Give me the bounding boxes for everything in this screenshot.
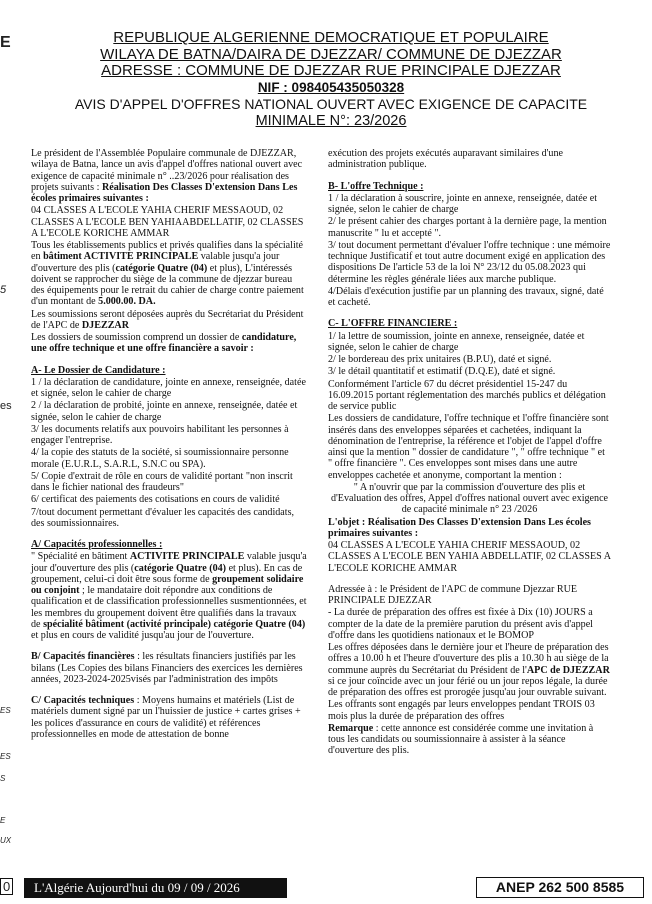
deposit-paragraph: Les soumissions seront déposées auprès du Secrétariat du Président de l'APC de DJEZZAR <box>31 308 304 331</box>
financial-offer-item: Conformément l'article 67 du décret présidentiel 15-247 du 16.09.2015 portant réglementation des marchés publics et délégation de service public <box>328 378 606 412</box>
object-classes: 04 CLASSES A L'ECOLE YAHIA CHERIF MESSAOUD, 02 CLASSES A L'ECOLE BEN YAHIA ABDELLATIF, 02 CLASSES A L'ECOLE KORICHE AMMAR <box>328 540 611 574</box>
margin-fragment: 0 <box>0 878 13 895</box>
anep-reference: ANEP 262 500 8585 <box>476 877 644 898</box>
address-line: ADRESSE : COMMUNE DE DJEZZAR RUE PRINCIPALE DJEZZAR <box>101 62 561 79</box>
professional-capacity-title: A/ Capacités professionnelles : <box>31 539 163 550</box>
margin-fragment: S <box>0 774 6 783</box>
section-a-item: 7/tout document permettant d'évaluer les capacités des candidats, des soumissionnaires. <box>31 506 295 529</box>
addressed-to: Adressée à : le Président de l'APC de commune Djezzar RUE PRINCIPALE DJEZZAR <box>328 583 578 606</box>
notice-title-line1: AVIS D'APPEL D'OFFRES NATIONAL OUVERT AVEC EXIGENCE DE CAPACITE <box>74 96 588 112</box>
technical-offer-item: 3/ tout document permettant d'évaluer l'offre technique : une mémoire technique Justificatif et tout autre document exigé en application des dispositions De l'article 53 de la loi N° 23/12 du 05.08.2023 qui détermine les règles générale liées aux marche publique. <box>328 239 611 285</box>
left-margin-fragments <box>0 0 16 904</box>
margin-fragment: E <box>0 816 6 825</box>
technical-offer-item: 1 / la déclaration à souscrire, jointe en annexe, renseignée, datée et signée, selon le cahier de charge <box>328 192 598 215</box>
section-a-item: 3/ les documents relatifs aux pouvoirs habilitant les personnes à engager l'entreprise. <box>31 423 289 446</box>
financial-offer-item: 2/ le bordereau des prix unitaires (B.P.U), daté et signé. <box>328 354 552 365</box>
envelope-instructions: Les dossiers de candidature, l'offre technique et l'offre financière sont insérés dans des enveloppes séparées et cachetées, indiquant la dénomination de l'entreprise, la référence et l'objet de l'appel d'offre ainsi que la mention " dossier de candidature ", " offre technique " et " offre financière ". Ces enveloppes sont mises dans une autre enveloppes cachetée et anonyme, comportant la mention : <box>328 413 609 481</box>
section-a-item: 1 / la déclaration de candidature, jointe en annexe, renseignée, datée et signée, selon le cahier de charge <box>31 376 306 399</box>
section-a-title: A- Le Dossier de Candidature : <box>31 364 166 376</box>
intro-paragraph: Le président de l'Assemblée Populaire communale de DJEZZAR, wilaya de Batna, lance un avis d'appel d'offres national ouvert avec exigence de capacité minimale n° ..23/2026 pour réalisation des projets suivants : Réalisation Des Classes D'extension Dans Les écoles primaires suivantes : <box>31 148 303 204</box>
nif-line: NIF : 098405435050328 <box>257 79 405 95</box>
technical-offer-title: B- L'offre Technique : <box>328 180 424 192</box>
margin-fragment: 5 <box>0 284 7 296</box>
section-a-item: 2 / la déclaration de probité, jointe en annexe, renseignée, datée et signée, selon le cahier de charge <box>31 400 298 423</box>
publication-date-banner: L'Algérie Aujourd'hui du 09 / 09 / 2026 <box>24 878 287 898</box>
object-title: L'objet : Réalisation Des Classes D'extension Dans Les écoles primaires suivantes : <box>328 516 591 539</box>
margin-fragment: ES <box>0 752 11 761</box>
financial-offer-title: C- L'OFFRE FINANCIERE : <box>328 318 458 330</box>
commitment-period: Les offrants sont engagés par leurs enveloppes pendant TROIS 03 mois plus la durée de préparation des offres <box>328 699 595 722</box>
preparation-duration: - La durée de préparation des offres est fixée à Dix (10) JOURS a compter de la date de la première parution du présent avis d'appel d'offre dans les quotidiens nationaux et le BOMOP <box>328 607 593 641</box>
financial-capacity: B/ Capacités financières : les résultats financiers justifiés par les bilans (Les Copies des bilans Financiers des exercices les dernières années, 2023-2024-2025visés par l'administration des impôts <box>31 651 303 685</box>
eligibility-paragraph: Tous les établissements publics et privés qualifies dans la spécialité en bâtiment ACTIVITE PRINCIPALE valable jusqu'a jour d'ouverture des plis (catégorie Quatre (04) et plus), L'intéressés doivent se rapprocher du siège de la commune de djezzar bureau des équipements pour le retrait du cahier de charge contre paiement d'un montant de 5.000.00. DA. <box>31 240 304 308</box>
dossier-paragraph: Les dossiers de soumission comprend un dossier de candidature, une offre technique et une offre financière a savoir : <box>31 332 297 355</box>
republic-line: REPUBLIQUE ALGERIENNE DEMOCRATIQUE ET POPULAIRE <box>113 29 549 46</box>
wilaya-line: WILAYA DE BATNA/DAIRA DE DJEZZAR/ COMMUNE DE DJEZZAR <box>100 45 562 63</box>
technical-offer-item: 4/Délais d'exécution justifie par un planning des travaux, signé, daté et cacheté. <box>328 285 604 308</box>
professional-capacity-text: " Spécialité en bâtiment ACTIVITE PRINCIPALE valable jusqu'a jour d'ouverture des plis (catégorie Quatre (04) et plus). En cas de groupement, celui-ci doit être sous forme de groupement solidaire ou conjoint ; le mandataire doit répondre aux conditions de qualification et de classification professionnelles susmentionnées, et les membres du groupement doivent être qualifiés dans la travaux de spécialité bâtiment (activité principale) catégorie Quatre (04) et plus en cours de validité jusqu'au jour de l'ouverture. <box>31 551 307 641</box>
notice-title-line2: MINIMALE N°: 23/2026 <box>255 112 407 129</box>
margin-fragment: E <box>0 34 11 51</box>
envelope-mention: " A n'ouvrir que par la commission d'ouverture des plis et d'Evaluation des offres, Appel d'offres national ouvert avec exigence de capacité minimale n° 23 /2026 <box>330 481 609 516</box>
right-column <box>328 148 611 758</box>
section-a-item: 5/ Copie d'extrait de rôle en cours de validité portant "non inscrit dans le fichier national des fraudeurs" <box>31 470 293 493</box>
notice-header <box>18 30 644 129</box>
classes-list: 04 CLASSES A L'ECOLE YAHIA CHERIF MESSAOUD, 02 CLASSES A L'ECOLE BEN YAHIAABDELLATIF, 02 CLASSES A L'ECOLE KORICHE AMMAR <box>31 205 304 239</box>
section-a-item: 6/ certificat des paiements des cotisations en cours de validité <box>31 494 280 506</box>
technical-offer-item: 2/ le présent cahier des charges portant à la dernière page, la mention manuscrite " lu et accepté ". <box>328 216 607 239</box>
continuation-text: exécution des projets exécutés auparavant similaires d'une administration publique. <box>328 148 564 171</box>
left-column <box>31 148 307 741</box>
margin-fragment: es <box>0 400 12 412</box>
technical-capacity: C/ Capacités techniques : Moyens humains et matériels (List de matériels dument signé par un l'huissier de justice + cartes grises + les polices d'assurance en cours de validité) et références professionnelles en mode de attestation de bonne <box>31 695 301 740</box>
financial-offer-item: 3/ le détail quantitatif et estimatif (D.Q.E), daté et signé. <box>328 366 556 378</box>
deposit-time: Les offres déposées dans le dernière jour et l'heure de préparation des offres a 10.00 h et l'heure d'ouverture des plis a 10.30 h au siège de la commune auprès du Secrétariat du Président de l'APC de DJEZZAR si ce jour coïncide avec un jour férié ou un jour repos légale, la durée de préparation des offres est prorogée jusqu'au jour ouvrable suivant. <box>328 642 610 698</box>
remark: Remarque : cette annonce est considérée comme une invitation à tous les candidats ou soumissionnaire à assister à la séance d'ouverture des plis. <box>328 722 594 757</box>
section-a-item: 4/ la copie des statuts de la société, si soumissionnaire personne morale (E.U.R.L, S.A.R.L, S.N.C ou SPA). <box>31 447 289 470</box>
margin-fragment: ES <box>0 706 11 715</box>
margin-fragment: UX <box>0 836 12 845</box>
financial-offer-item: 1/ la lettre de soumission, jointe en annexe, renseignée, datée et signée, selon le cahier de charge <box>328 330 585 353</box>
